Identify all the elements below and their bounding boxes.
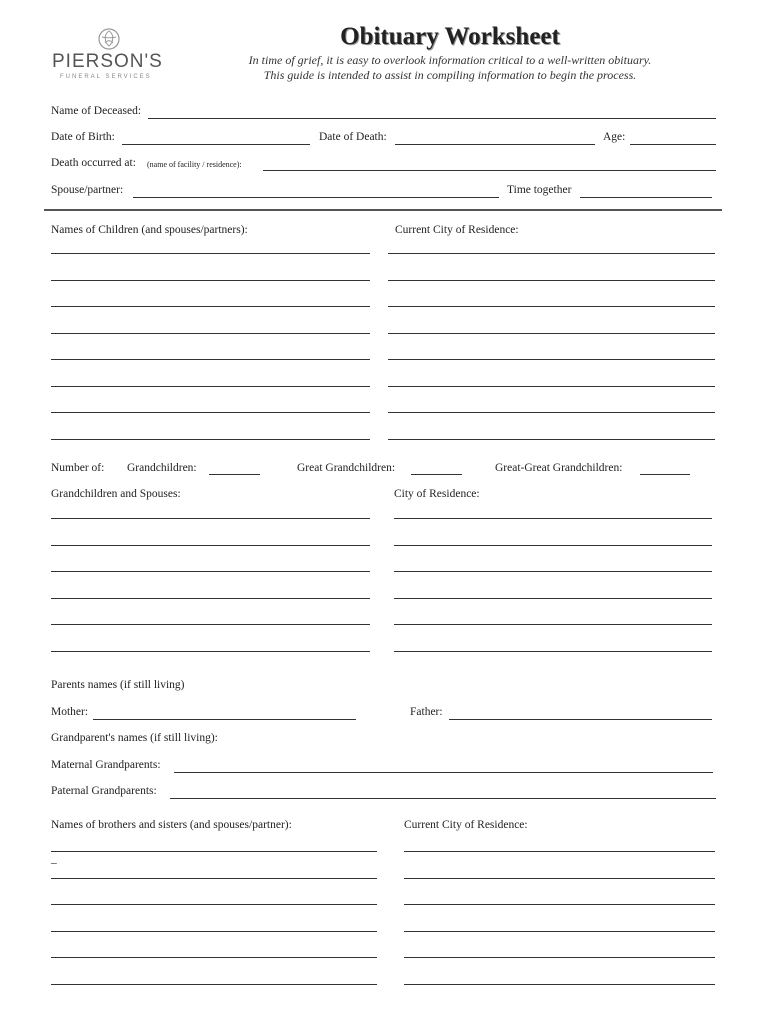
children-city-label: Current City of Residence: [395, 224, 519, 236]
logo-subtitle: FUNERAL SERVICES [60, 74, 152, 80]
sibling-name-line[interactable] [51, 878, 377, 879]
sibling-city-line[interactable] [404, 957, 715, 958]
grandchildren-count-label: Grandchildren: [127, 462, 197, 474]
time-together-label: Time together [507, 184, 572, 196]
sibling-city-line[interactable] [404, 851, 715, 852]
great-great-grandchildren-line[interactable] [640, 474, 690, 475]
grandchild-city-line[interactable] [394, 624, 712, 625]
number-of-label: Number of: [51, 462, 105, 474]
date-of-death-line[interactable] [395, 144, 595, 145]
mother-line[interactable] [93, 719, 356, 720]
maternal-grandparents-line[interactable] [174, 772, 713, 773]
siblings-city-label: Current City of Residence: [404, 819, 528, 831]
time-together-line[interactable] [580, 197, 712, 198]
child-name-line[interactable] [51, 412, 370, 413]
date-of-birth-line[interactable] [122, 144, 310, 145]
name-of-deceased-label: Name of Deceased: [51, 105, 142, 117]
death-occurred-note: (name of facility / residence): [147, 160, 242, 169]
grandparents-label: Grandparent's names (if still living): [51, 732, 218, 744]
siblings-label: Names of brothers and sisters (and spouses/partner): [51, 819, 292, 831]
sibling-name-line[interactable] [51, 931, 377, 932]
child-name-line[interactable] [51, 359, 370, 360]
sibling-city-line[interactable] [404, 904, 715, 905]
sibling-city-line[interactable] [404, 984, 715, 985]
child-name-line[interactable] [51, 280, 370, 281]
child-name-line[interactable] [51, 333, 370, 334]
maternal-grandparents-label: Maternal Grandparents: [51, 759, 161, 771]
child-name-line[interactable] [51, 306, 370, 307]
grandchild-city-line[interactable] [394, 651, 712, 652]
grandchild-city-line[interactable] [394, 571, 712, 572]
spouse-partner-label: Spouse/partner: [51, 184, 124, 196]
child-name-line[interactable] [51, 386, 370, 387]
sibling-name-line[interactable] [51, 957, 377, 958]
grandchild-name-line[interactable] [51, 651, 370, 652]
date-of-birth-label: Date of Birth: [51, 131, 115, 143]
child-city-line[interactable] [388, 386, 715, 387]
grandchild-name-line[interactable] [51, 518, 370, 519]
father-line[interactable] [449, 719, 712, 720]
child-name-line[interactable] [51, 253, 370, 254]
spouse-partner-line[interactable] [133, 197, 499, 198]
intro-line-1: In time of grief, it is easy to overlook information critical to a well-written obituary. [248, 53, 652, 67]
page-title: Obituary Worksheet [340, 23, 560, 50]
sibling-name-line[interactable] [51, 904, 377, 905]
section-divider [44, 209, 722, 211]
grandchild-name-line[interactable] [51, 545, 370, 546]
paternal-grandparents-label: Paternal Grandparents: [51, 785, 157, 797]
grandchildren-count-line[interactable] [209, 474, 260, 475]
death-occurred-label: Death occurred at: [51, 157, 136, 169]
great-grandchildren-line[interactable] [411, 474, 462, 475]
child-city-line[interactable] [388, 412, 715, 413]
children-label: Names of Children (and spouses/partners): [51, 224, 248, 236]
grandchild-name-line[interactable] [51, 624, 370, 625]
name-of-deceased-line[interactable] [148, 118, 716, 119]
child-name-line[interactable] [51, 439, 370, 440]
child-city-line[interactable] [388, 306, 715, 307]
age-line[interactable] [630, 144, 716, 145]
grandchildren-city-label: City of Residence: [394, 488, 480, 500]
great-grandchildren-label: Great Grandchildren: [297, 462, 396, 474]
death-occurred-line[interactable] [263, 170, 716, 171]
child-city-line[interactable] [388, 359, 715, 360]
grandchild-city-line[interactable] [394, 598, 712, 599]
child-city-line[interactable] [388, 333, 715, 334]
paternal-grandparents-line[interactable] [170, 798, 716, 799]
parents-label: Parents names (if still living) [51, 679, 185, 691]
great-great-grandchildren-label: Great-Great Grandchildren: [495, 462, 623, 474]
grandchild-name-line[interactable] [51, 598, 370, 599]
age-label: Age: [603, 131, 626, 143]
child-city-line[interactable] [388, 439, 715, 440]
intro-line-2: This guide is intended to assist in compiling information to begin the process. [263, 68, 637, 82]
father-label: Father: [410, 706, 443, 718]
grandchild-city-line[interactable] [394, 518, 712, 519]
sibling-city-line[interactable] [404, 878, 715, 879]
child-city-line[interactable] [388, 280, 715, 281]
sibling-name-line[interactable] [51, 984, 377, 985]
mother-label: Mother: [51, 706, 89, 718]
sibling-name-line[interactable] [51, 851, 377, 852]
stray-mark: _ [51, 853, 57, 865]
date-of-death-label: Date of Death: [319, 131, 387, 143]
sibling-city-line[interactable] [404, 931, 715, 932]
grandchild-name-line[interactable] [51, 571, 370, 572]
logo-name: PIERSON'S [52, 51, 163, 72]
grandchildren-spouses-label: Grandchildren and Spouses: [51, 488, 181, 500]
grandchild-city-line[interactable] [394, 545, 712, 546]
child-city-line[interactable] [388, 253, 715, 254]
